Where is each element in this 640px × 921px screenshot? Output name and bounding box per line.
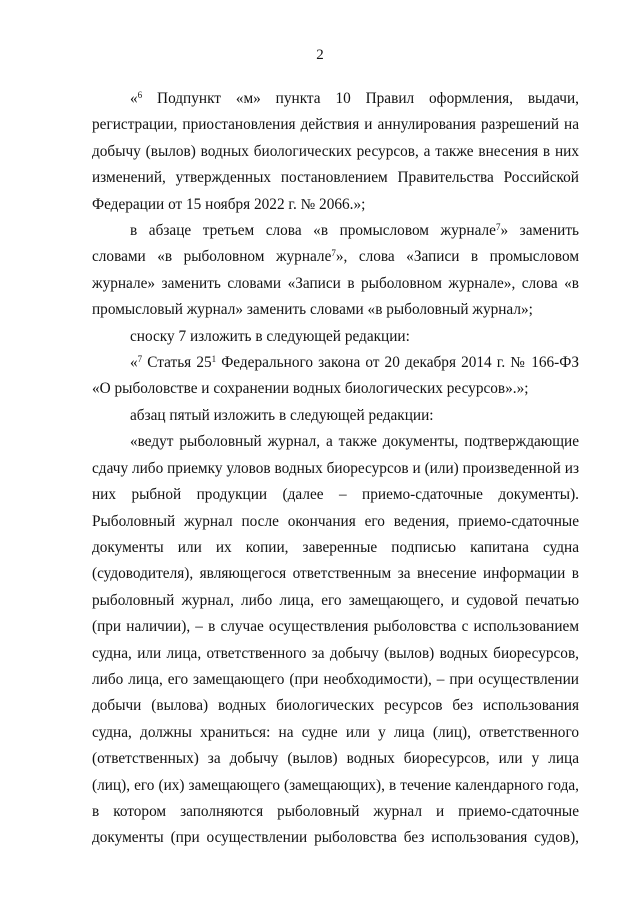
paragraph-text: « [130,90,138,107]
paragraph-text: Подпункт «м» пункта 10 Правил оформления, выдачи, регистрации, приостановления действия и аннулирования разрешений на добычу (вылов) водных биологических ресурсов, а также внесения в них изменений, утвержденных постановлением Правительства Российской Федерации от 15 ноября 2022 г. № 2066.»; [92,90,579,213]
paragraph-paragraph-five-text [92,429,579,852]
footnote-marker: 7 [137,354,143,365]
paragraph-paragraph-five-instruction [92,403,579,429]
paragraph-footnote-7-instruction [92,324,579,350]
paragraph-text: « [130,354,138,372]
article-superscript: 1 [211,354,217,365]
paragraph-text: Федерального закона от 20 декабря 2014 г. № 166-ФЗ «О рыболовстве и сохранении водных биологических ресурсов».»; [92,354,579,398]
footnote-marker: 7 [331,248,336,259]
paragraph-footnote-7-text [92,350,579,403]
paragraph-text: сноску 7 изложить в следующей редакции: [130,327,410,345]
paragraph-text: абзац пятый изложить в следующей редакции: [130,406,434,424]
paragraph-text: », слова «Записи в промысловом журнале» заменить словами «Записи в рыболовном журнале», слова «в промысловый журнал» заменить словами «в рыболовный журнал»; [92,248,580,319]
footnote-marker: 7 [495,222,501,233]
document-body [92,86,579,852]
footnote-marker: 6 [137,90,143,100]
paragraph-footnote-6-text [92,86,579,218]
page-number: 2 [316,47,324,63]
paragraph-text: Статья 25 [142,354,212,372]
paragraph-text: » заменить словами «в рыболовном журнале [92,222,579,266]
paragraph-text: «ведут рыболовный журнал, а также документы, подтверждающие сдачу либо приемку уловов водных биоресурсов и (или) произведенной из них рыбной продукции (далее – приемо-сдаточные документы). Рыболовный журнал после окончания его ведения, приемо-сдаточные документы или их копии, заверенные подписью капитана судна (судоводителя), являющегося ответственным за внесение информации в рыболовный журнал, либо лица, его замещающего, и судовой печатью (при наличии), – в случае осуществления рыболовства с использованием судна, или лица, ответственного за добычу (вылов) водных биоресурсов, либо лица, его замещающего (при необходимости), – при осуществлении добычи (вылова) водных биологических ресурсов без использования судна, должны храниться: на судне или у лица (лиц), ответственного (ответственных) за добычу (вылов) водных биоресурсов, или у лица (лиц), его (их) замещающего (замещающих), в течение календарного года, в котором заполняются рыболовный журнал и приемо-сдаточные документы (при осуществлении рыболовства без использования судов), [92,433,579,847]
paragraph-text: в абзаце третьем слова «в промысловом журнале [130,222,496,240]
paragraph-amendment-paragraph-three [92,218,579,324]
